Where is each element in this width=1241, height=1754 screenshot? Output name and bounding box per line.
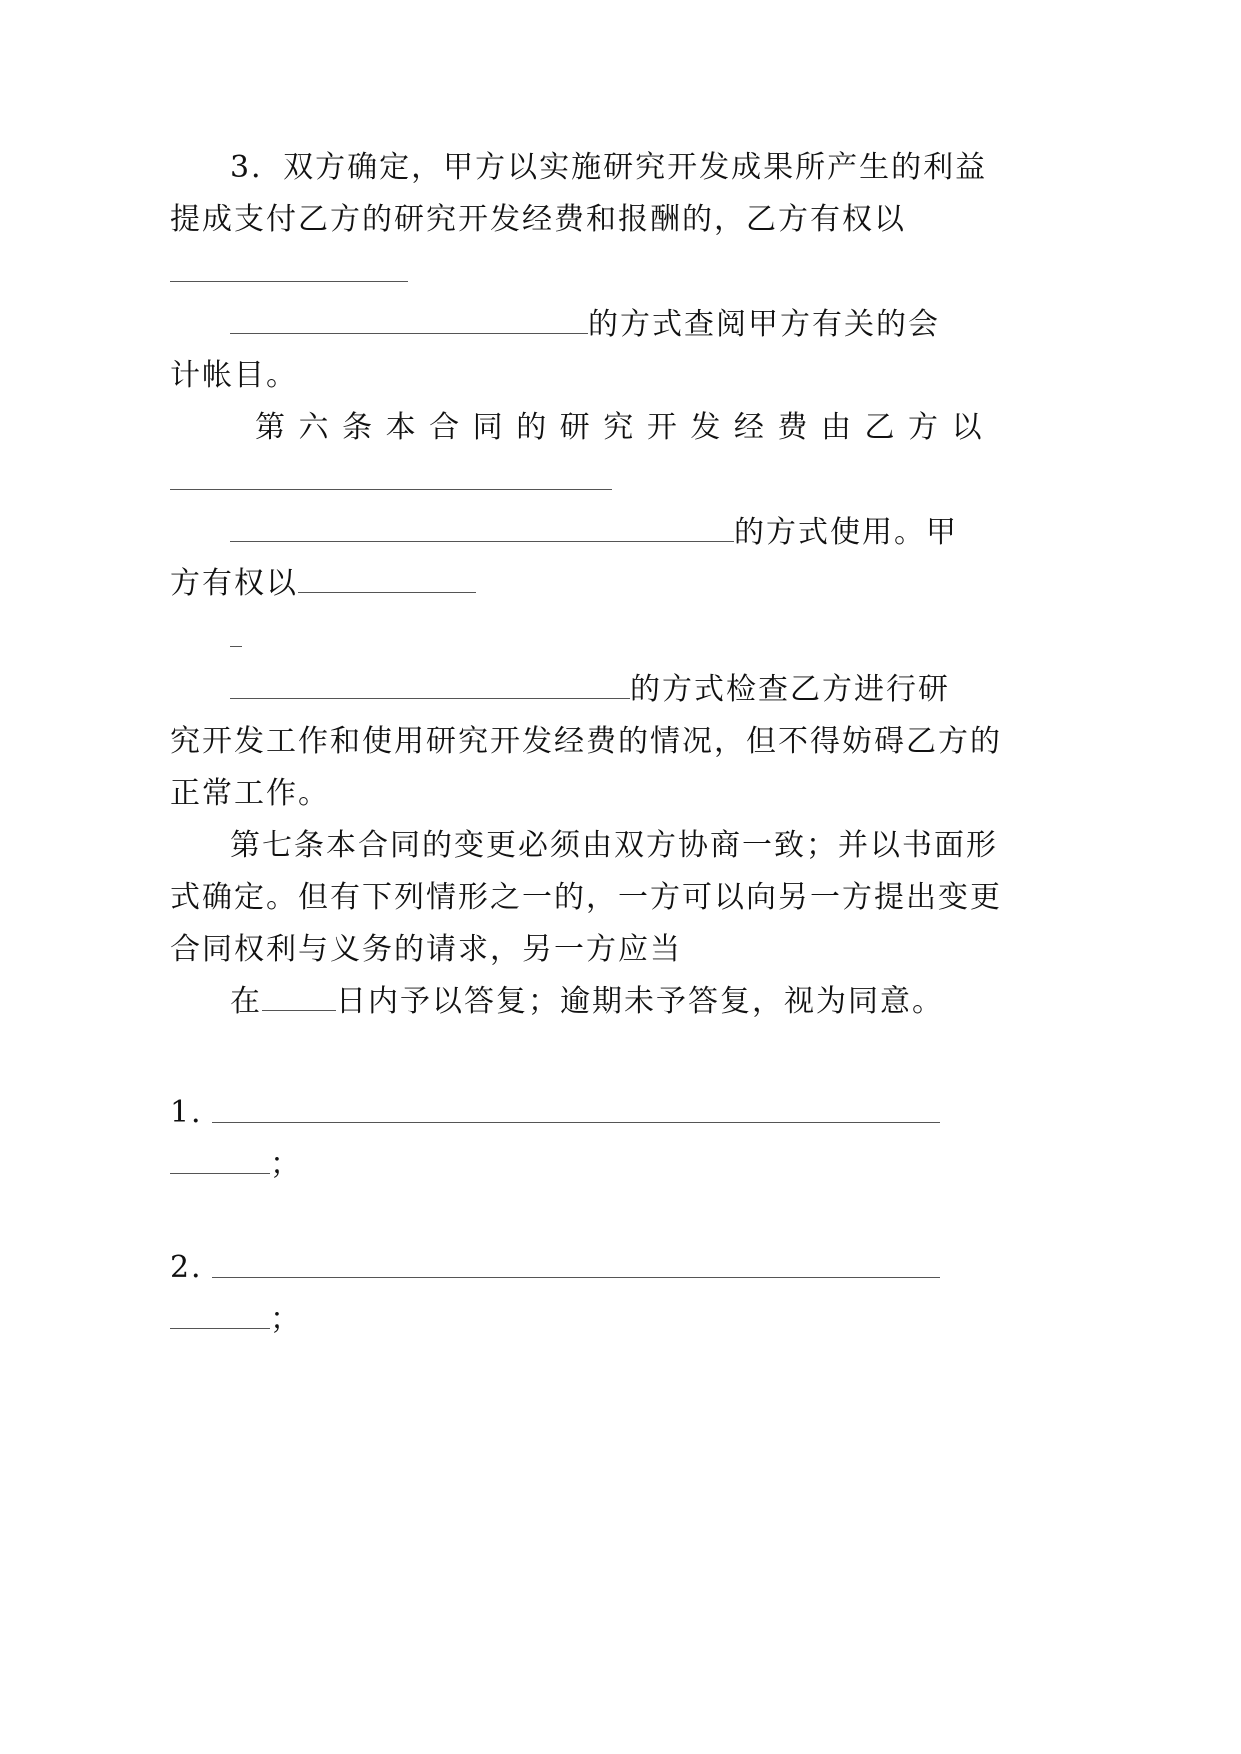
article7-line2: 式确定。但有下列情形之一的，一方可以向另一方提出变更 [170, 880, 1002, 915]
blank-line [170, 1147, 270, 1174]
blank-line [212, 1122, 940, 1123]
list-item-2-end: ； [270, 1302, 302, 1337]
blank-line [170, 489, 612, 490]
blank-line [262, 984, 336, 1011]
article7-line4-head: 在 [230, 984, 262, 1019]
list-item-2-number: 2． [170, 1250, 224, 1285]
list-item-1-end: ； [270, 1147, 302, 1182]
article7-line4 [230, 982, 944, 1022]
list-item-1-cont [170, 1145, 302, 1185]
list-item-2 [170, 1248, 223, 1288]
article6-line4-text: 方有权以 [170, 566, 298, 601]
blank-line [230, 307, 588, 334]
article6-line1: 第 六 条 本 合 同 的 研 究 开 发 经 费 由 乙 方 以 [255, 410, 984, 445]
blank-line [298, 566, 476, 593]
list-item-2-cont [170, 1300, 302, 1340]
article6-line6-text: 的方式检查乙方进行研 [630, 672, 950, 707]
blank-line [230, 515, 734, 542]
article7-line3: 合同权利与义务的请求，另一方应当 [170, 932, 682, 967]
para3-line2: 提成支付乙方的研究开发经费和报酬的，乙方有权以 [170, 202, 906, 237]
list-item-1-number: 1． [170, 1095, 224, 1130]
para3-line5: 计帐目。 [170, 358, 298, 393]
article7-line4-text: 日内予以答复；逾期未予答复，视为同意。 [336, 984, 944, 1019]
para3-line4-text: 的方式查阅甲方有关的会 [588, 307, 940, 342]
para3-line4 [230, 305, 940, 345]
blank-line [170, 281, 408, 282]
article6-line7: 究开发工作和使用研究开发经费的情况，但不得妨碍乙方的 [170, 724, 1002, 759]
article7-line1: 第七条本合同的变更必须由双方协商一致；并以书面形 [230, 828, 998, 863]
article6-line3 [230, 513, 958, 553]
blank-line [170, 1302, 270, 1329]
blank-line [230, 646, 242, 647]
blank-line [230, 672, 630, 699]
article6-line4 [170, 564, 476, 604]
article6-line6 [230, 670, 950, 710]
para3-line1: 3．双方确定，甲方以实施研究开发成果所产生的利益 [230, 150, 988, 185]
article6-line3-text: 的方式使用。甲 [734, 515, 958, 550]
article6-line8: 正常工作。 [170, 776, 330, 811]
blank-line [212, 1277, 940, 1278]
list-item-1 [170, 1093, 223, 1133]
